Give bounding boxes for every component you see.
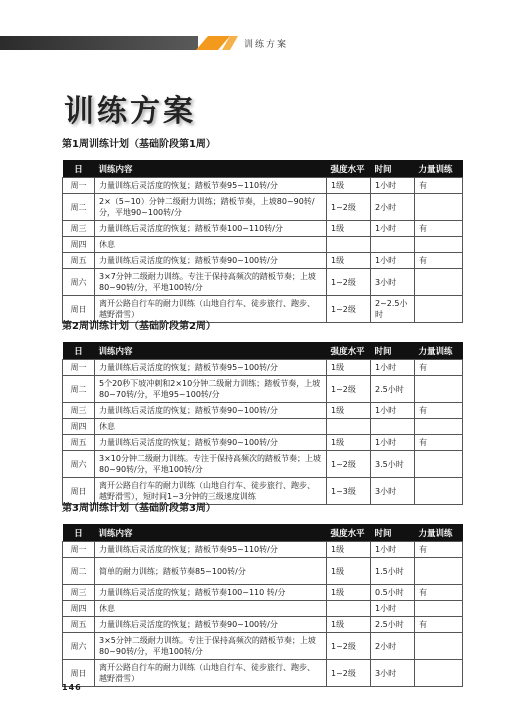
cell-day: 周一 (63, 542, 95, 558)
cell-level: 1~2级 (327, 451, 371, 478)
cell-time: 1小时 (371, 601, 415, 617)
cell-day: 周五 (63, 253, 95, 269)
training-table (62, 524, 463, 687)
header-strength: 力量训练 (415, 342, 463, 360)
cell-content: 休息 (95, 601, 327, 617)
cell-time: 1小时 (371, 253, 415, 269)
cell-strength (415, 660, 463, 687)
cell-day: 周六 (63, 633, 95, 660)
cell-level: 1~3级 (327, 478, 371, 505)
cell-content: 力量训练后灵活度的恢复；踏板节奏100~110 转/分 (95, 585, 327, 601)
header-day: 日 (63, 342, 95, 360)
week-title: 第2周训练计划（基础阶段第2周） (62, 321, 216, 332)
cell-strength (415, 419, 463, 435)
table-row (63, 558, 463, 585)
header-day: 日 (63, 524, 95, 542)
page-title: 训练方案 (64, 94, 196, 129)
cell-level: 1~2级 (327, 296, 371, 323)
table-row (63, 376, 463, 403)
table-row (63, 451, 463, 478)
cell-strength (415, 633, 463, 660)
header-stripe-dark (0, 36, 198, 50)
header-content: 训练内容 (95, 342, 327, 360)
header-strength: 力量训练 (415, 524, 463, 542)
week-title: 第3周训练计划（基础阶段第3周） (62, 503, 216, 514)
cell-strength: 有 (415, 221, 463, 237)
cell-time: 2.5小时 (371, 617, 415, 633)
cell-day: 周日 (63, 296, 95, 323)
cell-content: 离开公路自行车的耐力训练（山地自行车、徒步旅行、跑步、越野滑雪） (95, 296, 327, 323)
cell-day: 周日 (63, 660, 95, 687)
cell-content: 3×10分钟二级耐力训练。专注于保持高频次的踏板节奏；上坡80~90转/分，平地100转/分 (95, 451, 327, 478)
cell-strength: 有 (415, 403, 463, 419)
cell-level: 1~2级 (327, 269, 371, 296)
table-row (63, 478, 463, 505)
header-level: 强度水平 (327, 342, 371, 360)
table-row (63, 253, 463, 269)
cell-strength (415, 478, 463, 505)
cell-day: 周三 (63, 403, 95, 419)
table-row (63, 178, 463, 194)
cell-level: 1~2级 (327, 633, 371, 660)
cell-strength: 有 (415, 585, 463, 601)
cell-time: 1小时 (371, 435, 415, 451)
table-row (63, 660, 463, 687)
table-row (63, 617, 463, 633)
cell-level: 1级 (327, 403, 371, 419)
cell-level: 1~2级 (327, 376, 371, 403)
cell-strength (415, 194, 463, 221)
cell-strength (415, 558, 463, 585)
cell-time: 3小时 (371, 478, 415, 505)
cell-day: 周六 (63, 451, 95, 478)
cell-day: 周四 (63, 601, 95, 617)
table-row (63, 435, 463, 451)
training-table (62, 160, 463, 323)
cell-strength (415, 601, 463, 617)
cell-day: 周二 (63, 194, 95, 221)
cell-content: 力量训练后灵活度的恢复；踏板节奏90~100转/分 (95, 403, 327, 419)
cell-day: 周三 (63, 221, 95, 237)
cell-time: 3小时 (371, 660, 415, 687)
training-table (62, 342, 463, 505)
cell-time: 1小时 (371, 178, 415, 194)
cell-day: 周二 (63, 558, 95, 585)
cell-strength (415, 451, 463, 478)
cell-day: 周一 (63, 178, 95, 194)
week-1-section (62, 138, 462, 323)
cell-time: 2~2.5小时 (371, 296, 415, 323)
cell-strength (415, 237, 463, 253)
cell-strength (415, 376, 463, 403)
cell-level: 1级 (327, 617, 371, 633)
cell-day: 周三 (63, 585, 95, 601)
cell-level: 1级 (327, 178, 371, 194)
cell-level: 1~2级 (327, 660, 371, 687)
cell-time: 3.5小时 (371, 451, 415, 478)
cell-content: 3×5分钟二级耐力训练。专注于保持高频次的踏板节奏；上坡80~90转/分，平地100转/分 (95, 633, 327, 660)
cell-strength: 有 (415, 178, 463, 194)
cell-content: 力量训练后灵活度的恢复；踏板节奏95~100转/分 (95, 360, 327, 376)
cell-level (327, 419, 371, 435)
week-title: 第1周训练计划（基础阶段第1周） (62, 139, 216, 150)
cell-content: 简单的耐力训练；踏板节奏85~100转/分 (95, 558, 327, 585)
cell-time: 1小时 (371, 403, 415, 419)
cell-day: 周二 (63, 376, 95, 403)
table-row (63, 633, 463, 660)
cell-day: 周日 (63, 478, 95, 505)
week-3-section (62, 502, 462, 687)
cell-content: 力量训练后灵活度的恢复；踏板节奏90~100转/分 (95, 617, 327, 633)
cell-time: 1小时 (371, 221, 415, 237)
cell-time (371, 237, 415, 253)
header-level: 强度水平 (327, 160, 371, 178)
table-row (63, 360, 463, 376)
cell-level (327, 237, 371, 253)
cell-time: 1.5小时 (371, 558, 415, 585)
cell-content: 力量训练后灵活度的恢复；踏板节奏95~110转/分 (95, 542, 327, 558)
cell-content: 离开公路自行车的耐力训练（山地自行车、徒步旅行、跑步、越野滑雪） (95, 660, 327, 687)
cell-time (371, 419, 415, 435)
header-time: 时间 (371, 160, 415, 178)
table-row (63, 585, 463, 601)
header-content: 训练内容 (95, 524, 327, 542)
cell-content: 2×（5~10）分钟二级耐力训练；踏板节奏，上坡80~90转/分，平地90~100转/分 (95, 194, 327, 221)
table-row (63, 221, 463, 237)
header-content: 训练内容 (95, 160, 327, 178)
cell-strength: 有 (415, 253, 463, 269)
cell-content: 5个20秒下坡冲刺和2×10分钟二级耐力训练；踏板节奏，上坡80~70转/分，平地95~100转/分 (95, 376, 327, 403)
header-day: 日 (63, 160, 95, 178)
table-row (63, 542, 463, 558)
table-row (63, 403, 463, 419)
cell-strength: 有 (415, 617, 463, 633)
cell-level (327, 601, 371, 617)
header-time: 时间 (371, 524, 415, 542)
cell-day: 周六 (63, 269, 95, 296)
cell-content: 力量训练后灵活度的恢复；踏板节奏90~100转/分 (95, 253, 327, 269)
cell-time: 0.5小时 (371, 585, 415, 601)
cell-content: 力量训练后灵活度的恢复；踏板节奏95~110转/分 (95, 178, 327, 194)
header-label: 训练方案 (244, 40, 289, 50)
table-row (63, 419, 463, 435)
cell-day: 周五 (63, 435, 95, 451)
cell-day: 周四 (63, 237, 95, 253)
cell-day: 周一 (63, 360, 95, 376)
cell-day: 周四 (63, 419, 95, 435)
cell-time: 2小时 (371, 194, 415, 221)
table-row (63, 269, 463, 296)
cell-level: 1级 (327, 435, 371, 451)
cell-content: 力量训练后灵活度的恢复；踏板节奏100~110转/分 (95, 221, 327, 237)
header-level: 强度水平 (327, 524, 371, 542)
table-row (63, 194, 463, 221)
cell-level: 1级 (327, 542, 371, 558)
cell-content: 力量训练后灵活度的恢复；踏板节奏90~100转/分 (95, 435, 327, 451)
table-row (63, 237, 463, 253)
header-strength: 力量训练 (415, 160, 463, 178)
cell-strength (415, 296, 463, 323)
page-number: 146 (62, 683, 82, 692)
cell-time: 1小时 (371, 542, 415, 558)
cell-time: 2.5小时 (371, 376, 415, 403)
cell-content: 离开公路自行车的耐力训练（山地自行车、徒步旅行、跑步、越野滑雪），短时间1~3分钟的三级速度训练 (95, 478, 327, 505)
cell-day: 周五 (63, 617, 95, 633)
week-2-section (62, 320, 462, 505)
cell-content: 3×7分钟二级耐力训练。专注于保持高频次的踏板节奏；上坡80~90转/分，平地100转/分 (95, 269, 327, 296)
cell-level: 1级 (327, 253, 371, 269)
cell-strength (415, 269, 463, 296)
cell-strength: 有 (415, 542, 463, 558)
cell-content: 休息 (95, 419, 327, 435)
table-row (63, 601, 463, 617)
cell-level: 1级 (327, 585, 371, 601)
cell-strength: 有 (415, 360, 463, 376)
cell-strength: 有 (415, 435, 463, 451)
cell-level: 1级 (327, 221, 371, 237)
cell-content: 休息 (95, 237, 327, 253)
cell-time: 2小时 (371, 633, 415, 660)
cell-time: 1小时 (371, 360, 415, 376)
cell-level: 1级 (327, 558, 371, 585)
cell-level: 1级 (327, 360, 371, 376)
header-time: 时间 (371, 342, 415, 360)
cell-time: 3小时 (371, 269, 415, 296)
cell-level: 1~2级 (327, 194, 371, 221)
table-row (63, 296, 463, 323)
